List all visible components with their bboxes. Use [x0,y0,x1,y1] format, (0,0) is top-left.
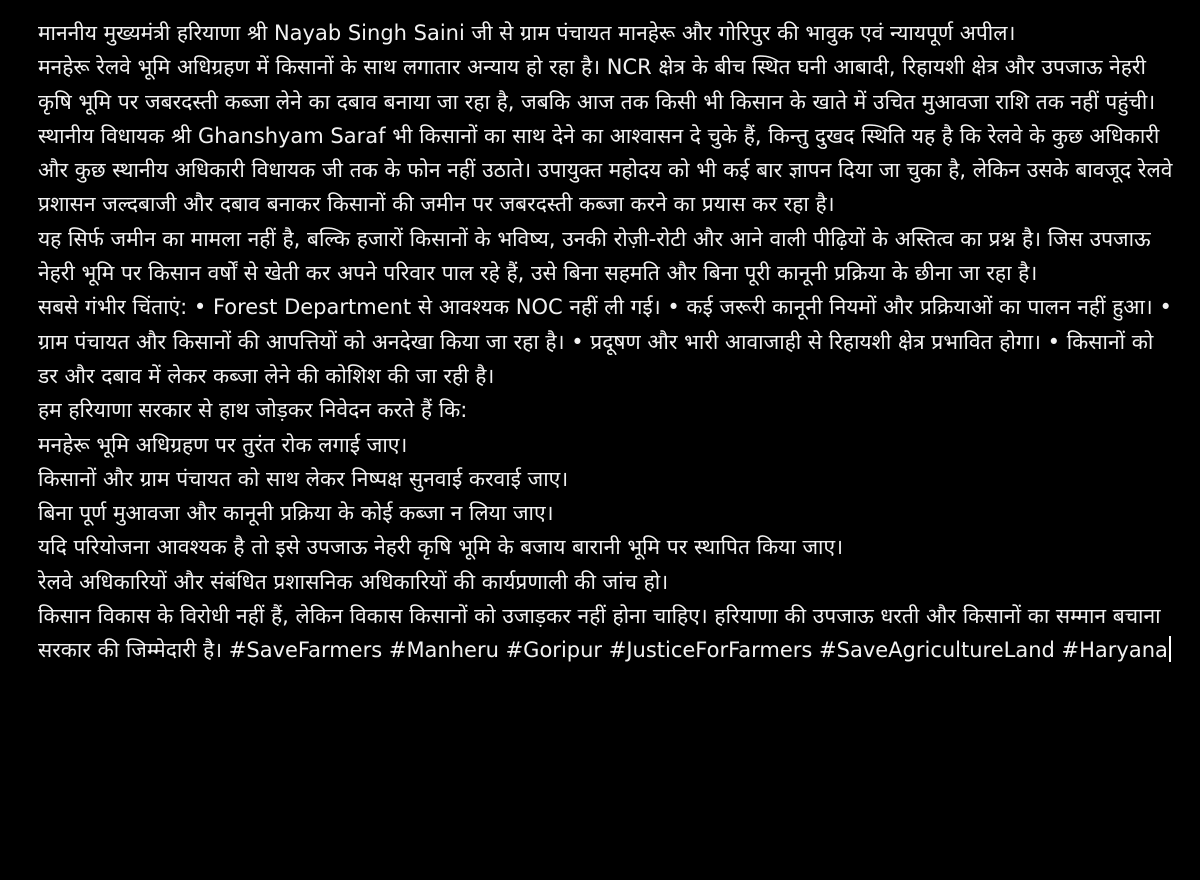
paragraph-injustice: मनहेरू रेलवे भूमि अधिग्रहण में किसानों के साथ लगातार अन्याय हो रहा है। NCR क्षेत्र के बीच स्थित घनी आबादी, रिहायशी क्षेत्र और उपजाऊ नेहरी कृषि भूमि पर जबरदस्ती कब्जा लेने का दबाव बनाया जा रहा है, जबकि आज तक किसी भी किसान के खाते में उचित मुआवजा राशि तक नहीं पहुंची। [38,55,1156,114]
text-cursor [1169,636,1171,662]
paragraph-request-intro: हम हरियाणा सरकार से हाथ जोड़कर निवेदन करते हैं कि: [38,398,468,423]
closing-text: किसान विकास के विरोधी नहीं हैं, लेकिन विकास किसानों को उजाड़कर नहीं होना चाहिए। हरियाणा की उपजाऊ धरती और किसानों का सम्मान बचाना सरकार की जिम्मेदारी है। #SaveFarmers #Manheru #Goripur #JusticeForFarmers #SaveAgricultureLand #Haryana [38,604,1168,663]
demand-item-inquiry: रेलवे अधिकारियों और संबंधित प्रशासनिक अधिकारियों की कार्यप्रणाली की जांच हो। [38,569,669,594]
demand-item-no-possession: बिना पूर्ण मुआवजा और कानूनी प्रक्रिया के कोई कब्जा न लिया जाए। [38,501,554,526]
demand-item-alternate-land: यदि परियोजना आवश्यक है तो इसे उपजाऊ नेहरी कृषि भूमि के बजाय बारानी भूमि पर स्थापित किया जाए। [38,535,844,560]
paragraph-concerns: सबसे गंभीर चिंताएं: • Forest Department से आवश्यक NOC नहीं ली गई। • कई जरूरी कानूनी नियमों और प्रक्रियाओं का पालन नहीं हुआ। • ग्राम पंचायत और किसानों की आपत्तियों को अनदेखा किया जा रहा है। • प्रदूषण और भारी आवाजाही से रिहायशी क्षेत्र प्रभावित होगा। • किसानों को डर और दबाव में लेकर कब्जा लेने की कोशिश की जा रही है। [38,295,1172,388]
paragraph-mla-assurance: स्थानीय विधायक श्री Ghanshyam Saraf भी किसानों का साथ देने का आश्वासन दे चुके हैं, किन्तु दुखद स्थिति यह है कि रेलवे के कुछ अधिकारी और कुछ स्थानीय अधिकारी विधायक जी तक के फोन नहीं उठाते। उपायुक्त महोदय को भी कई बार ज्ञापन दिया जा चुका है, लेकिन उसके बावजूद रेलवे प्रशासन जल्दबाजी और दबाव बनाकर किसानों की जमीन पर जबरदस्ती कब्जा करने का प्रयास कर रहा है। [38,123,1173,217]
demand-item-fair-hearing: किसानों और ग्राम पंचायत को साथ लेकर निष्पक्ष सुनवाई करवाई जाए। [38,466,569,491]
demand-item-stop-acquisition: मनहेरू भूमि अधिग्रहण पर तुरंत रोक लगाई जाए। [38,432,408,457]
paragraph-future-of-farmers: यह सिर्फ जमीन का मामला नहीं है, बल्कि हजारों किसानों के भविष्य, उनकी रोज़ी-रोटी और आने वाली पीढ़ियों के अस्तित्व का प्रश्न है। जिस उपजाऊ नेहरी भूमि पर किसान वर्षों से खेती कर अपने परिवार पाल रहे हैं, उसे बिना सहमति और बिना पूरी कानूनी प्रक्रिया के छीना जा रहा है। [38,226,1151,286]
post-text-editor[interactable] [38,16,1178,876]
paragraph-closing-hashtags [38,599,1178,668]
appeal-heading: माननीय मुख्यमंत्री हरियाणा श्री Nayab Singh Saini जी से ग्राम पंचायत मानहेरू और गोरिपुर की भावुक एवं न्यायपूर्ण अपील। [38,21,1016,45]
